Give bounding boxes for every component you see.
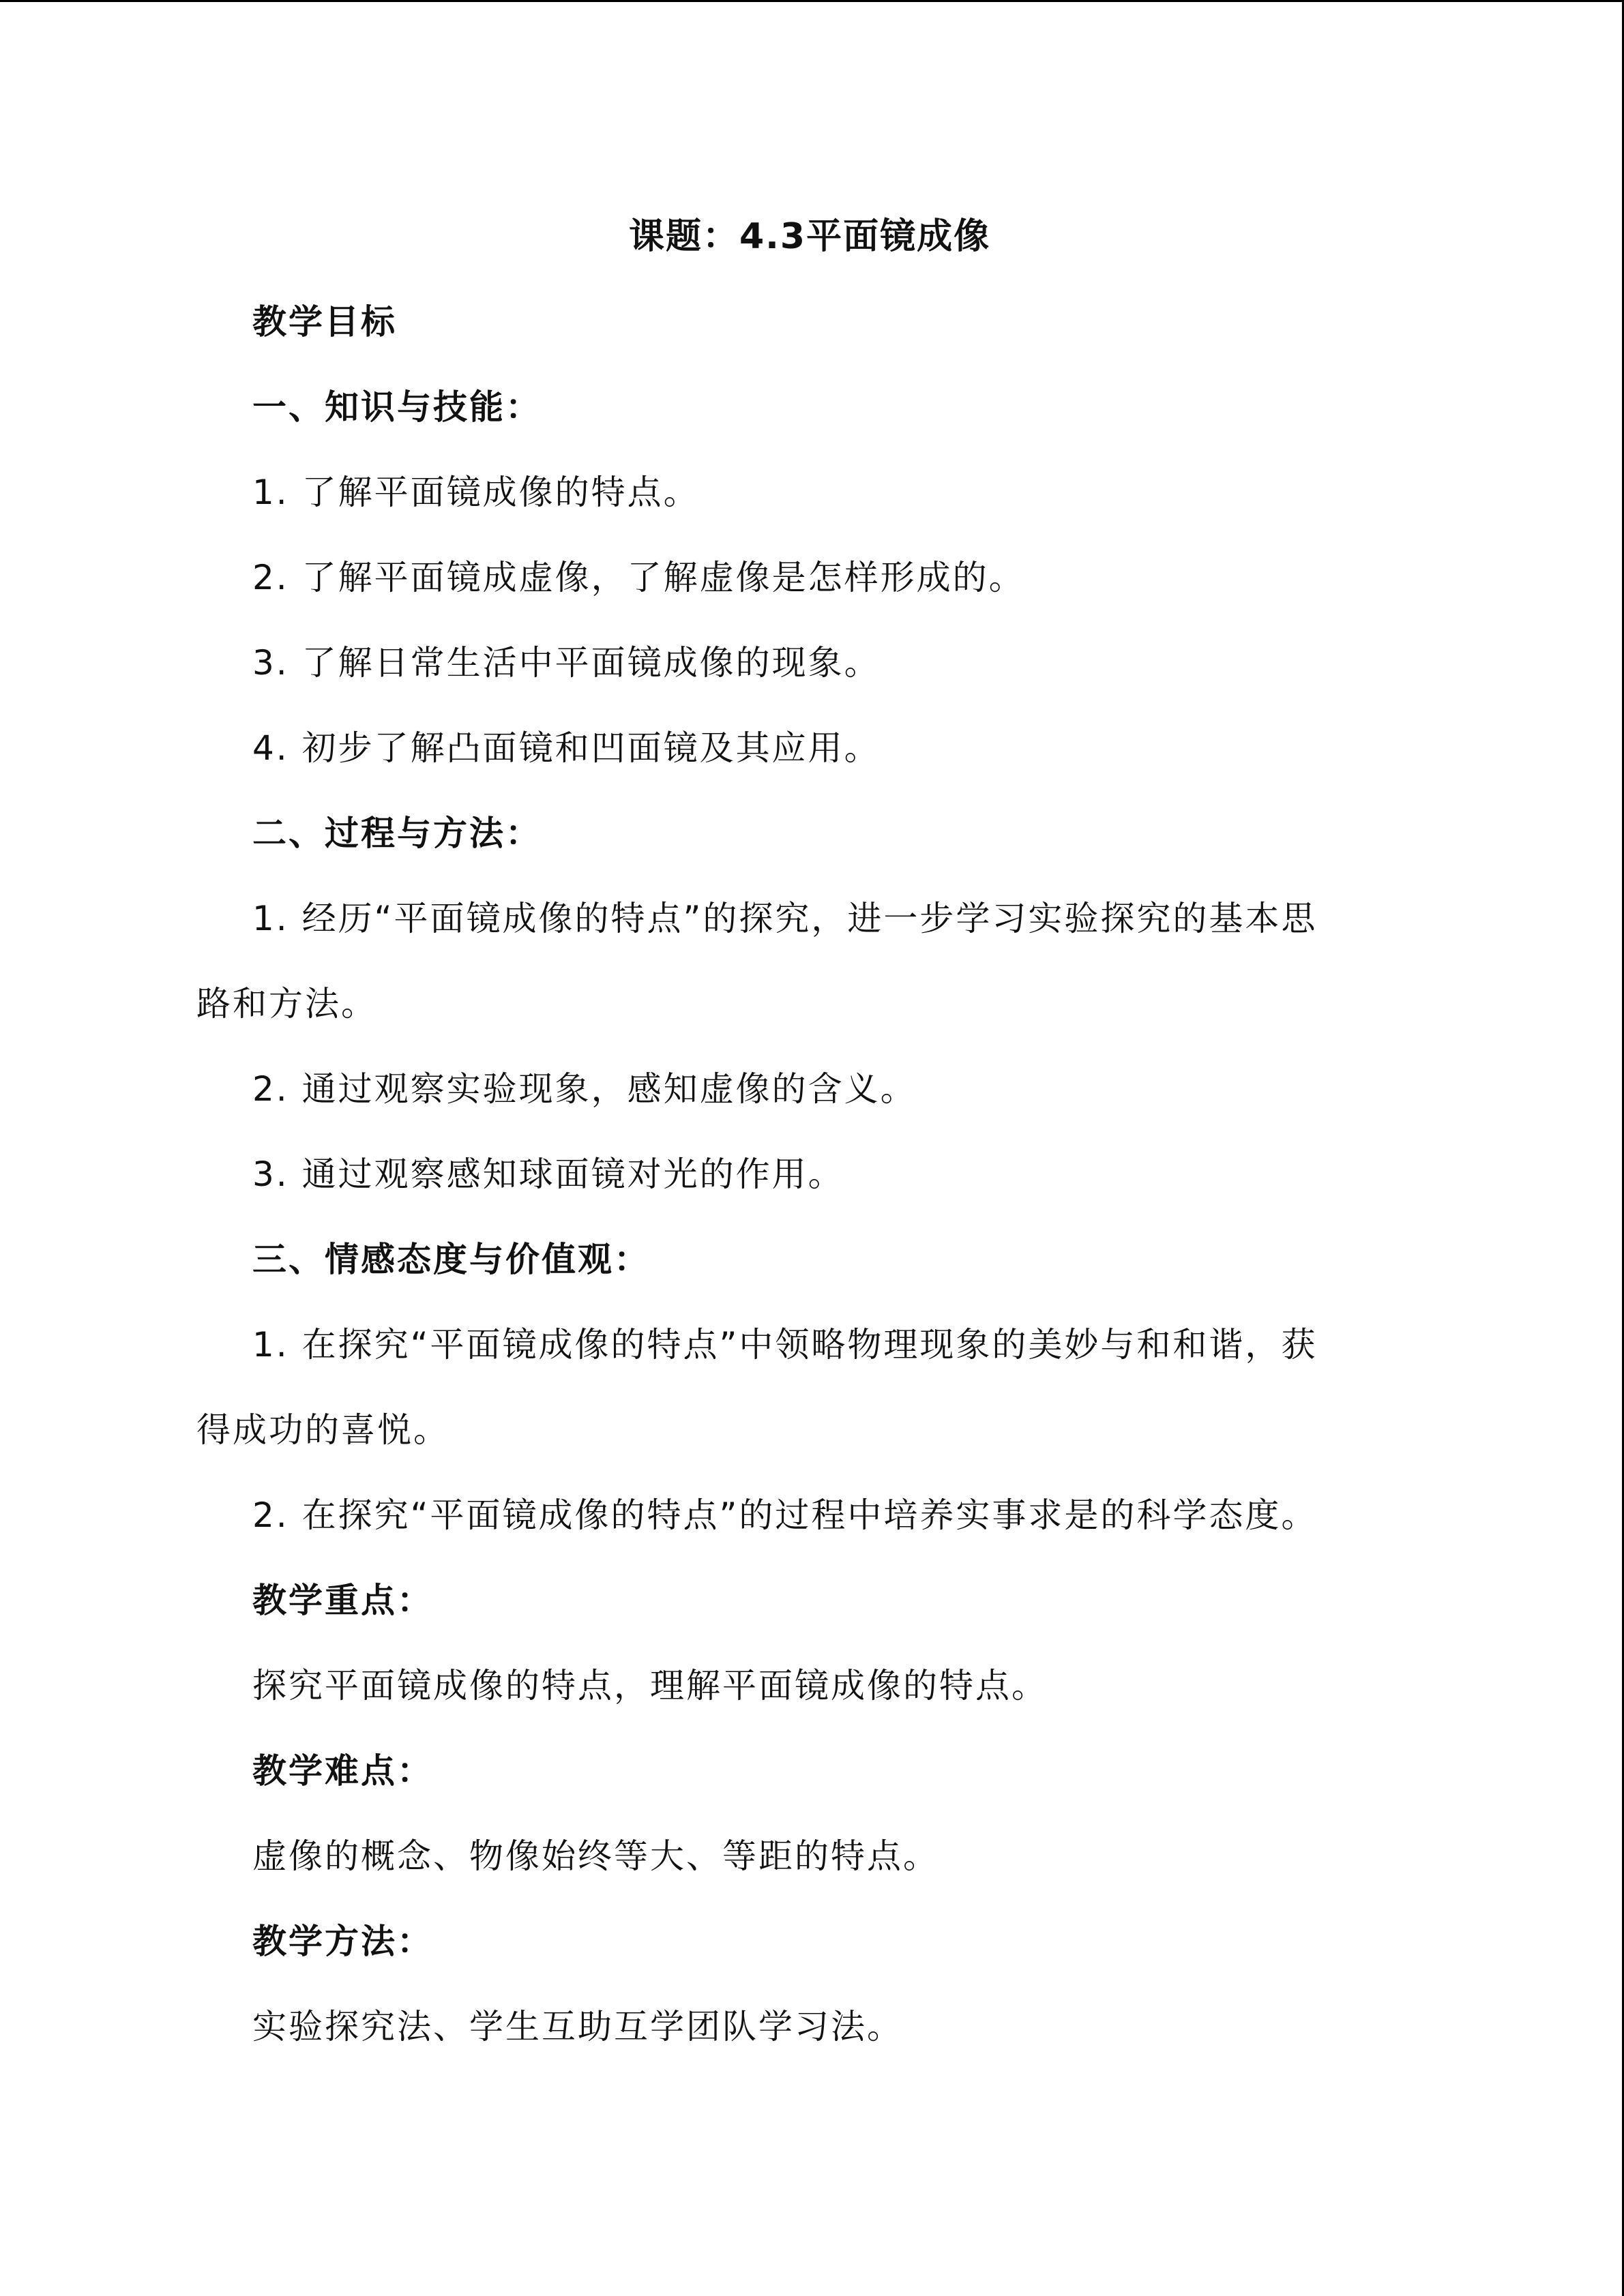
key-points-heading: 教学重点：	[252, 1581, 433, 1620]
methods-text: 实验探究法、学生互助互学团队学习法。	[252, 2007, 903, 2046]
process-item-2: 2. 通过观察实验现象，感知虚像的含义。	[252, 1069, 917, 1109]
objectives-heading: 教学目标	[252, 302, 397, 342]
knowledge-item-1: 1. 了解平面镜成像的特点。	[252, 473, 700, 512]
attitude-item-2: 2. 在探究“平面镜成像的特点”的过程中培养实事求是的科学态度。	[252, 1495, 1318, 1535]
knowledge-item-2: 2. 了解平面镜成虚像，了解虚像是怎样形成的。	[252, 558, 1025, 597]
key-points-text: 探究平面镜成像的特点，理解平面镜成像的特点。	[252, 1666, 1048, 1705]
difficulties-heading: 教学难点：	[252, 1751, 433, 1791]
section-knowledge-heading: 一、知识与技能：	[252, 387, 542, 427]
lesson-title: 课题：4.3平面镜成像	[629, 216, 991, 257]
knowledge-item-4: 4. 初步了解凸面镜和凹面镜及其应用。	[252, 728, 881, 768]
attitude-item-1-line-1: 1. 在探究“平面镜成像的特点”中领略物理现象的美妙与和和谐，获	[252, 1325, 1318, 1365]
process-item-1-line-1: 1. 经历“平面镜成像的特点”的探究，进一步学习实验探究的基本思	[252, 899, 1318, 938]
attitude-item-1-line-2: 得成功的喜悦。	[196, 1410, 449, 1450]
methods-heading: 教学方法：	[252, 1922, 433, 1961]
knowledge-item-3: 3. 了解日常生活中平面镜成像的现象。	[252, 643, 881, 683]
section-attitude-heading: 三、情感态度与价值观：	[252, 1240, 650, 1279]
difficulties-text: 虚像的概念、物像始终等大、等距的特点。	[252, 1836, 939, 1876]
process-item-1-line-2: 路和方法。	[196, 984, 377, 1024]
section-process-heading: 二、过程与方法：	[252, 814, 542, 853]
process-item-3: 3. 通过观察感知球面镜对光的作用。	[252, 1154, 844, 1194]
